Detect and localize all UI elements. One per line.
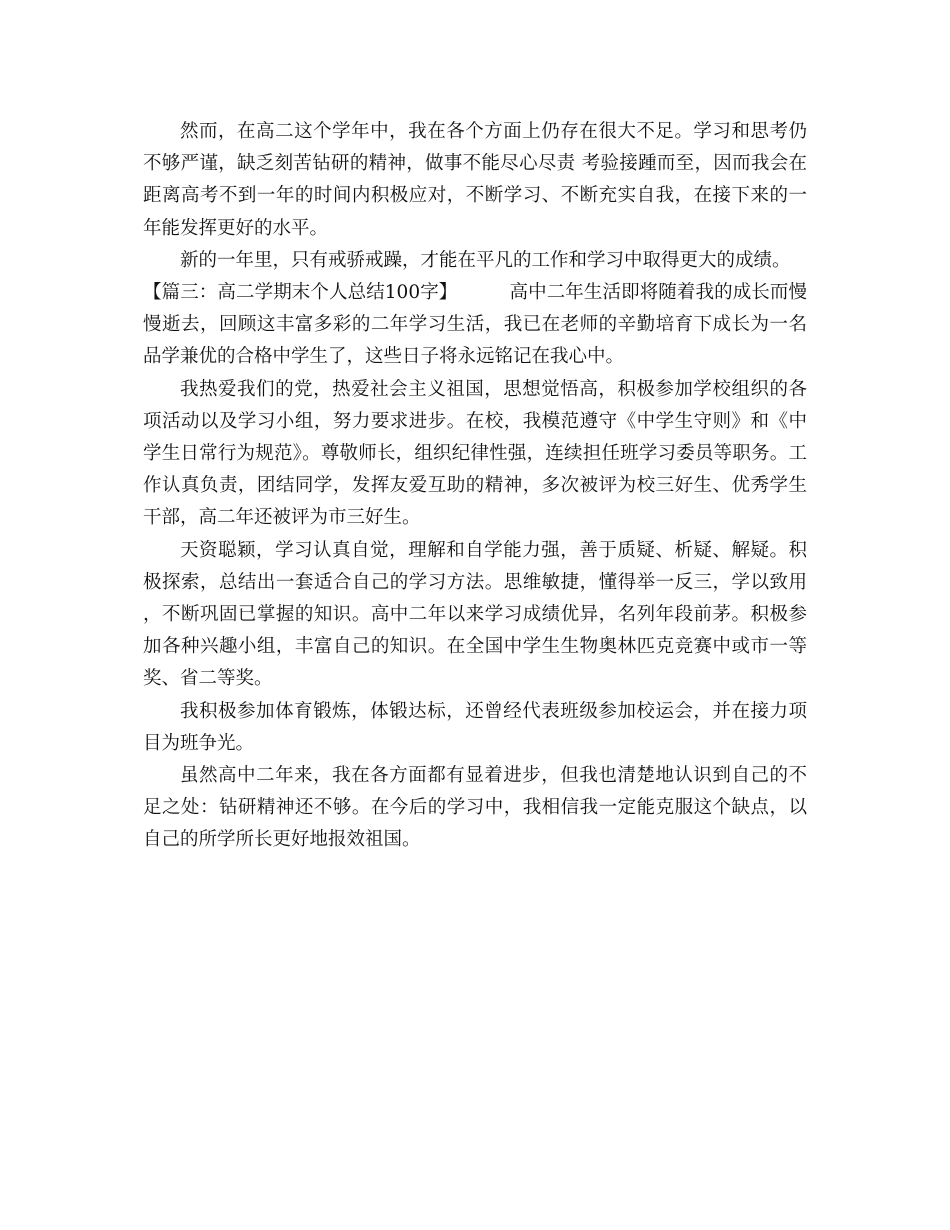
paragraph-study: 天资聪颖，学习认真自觉，理解和自学能力强，善于质疑、析疑、解疑。积极探索，总结出一套适合自己的学习方法。思维敏捷，懂得举一反三，学以致用，不断巩固已掌握的知识。高中二年以来学习成绩优异，名列年段前茅。积极参加各种兴趣小组，丰富自己的知识。在全国中学生生物奥林匹克竞赛中或市一等奖、省二等奖。 [143,539,807,690]
paragraph-shortcomings: 然而，在高二这个学年中，我在各个方面上仍存在很大不足。学习和思考仍不够严谨，缺乏刻苦钻研的精神，做事不能尽心尽责 考验接踵而至，因而我会在距离高考不到一年的时间内积极应对，不断学习、不断充实自我，在接下来的一年能发挥更好的水平。 [143,121,807,239]
paragraph-love-party: 我热爱我们的党，热爱社会主义祖国，思想觉悟高，积极参加学校组织的各项活动以及学习小组，努力要求进步。在校，我模范遵守《中学生守则》和《中学生日常行为规范》。尊敬师长，组织纪律性强，连续担任班学习委员等职务。工作认真负责，团结同学，发挥友爱互助的精神，多次被评为校三好生、优秀学生干部，高二年还被评为市三好生。 [143,378,807,529]
paragraph-sports: 我积极参加体育锻炼，体锻达标，还曾经代表班级参加校运会，并在接力项目为班争光。 [143,700,807,754]
section-three-intro [143,277,807,374]
section-first-paragraph: 高中二年生活即将随着我的成长而慢慢逝去，回顾这丰富多彩的二年学习生活，我已在老师的辛勤培育下成长为一名品学兼优的合格中学生了，这些日子将永远铭记在我心中。 [143,282,807,368]
paragraph-conclusion: 虽然高中二年来，我在各方面都有显着进步，但我也清楚地认识到自己的不足之处：钻研精神还不够。在今后的学习中，我相信我一定能克服这个缺点，以自己的所学所长更好地报效祖国。 [143,765,807,851]
paragraph-new-year: 新的一年里，只有戒骄戒躁，才能在平凡的工作和学习中取得更大的成绩。 [180,249,791,271]
section-heading: 【篇三：高二学期末个人总结100字】 [143,282,458,304]
document-page [143,116,807,857]
